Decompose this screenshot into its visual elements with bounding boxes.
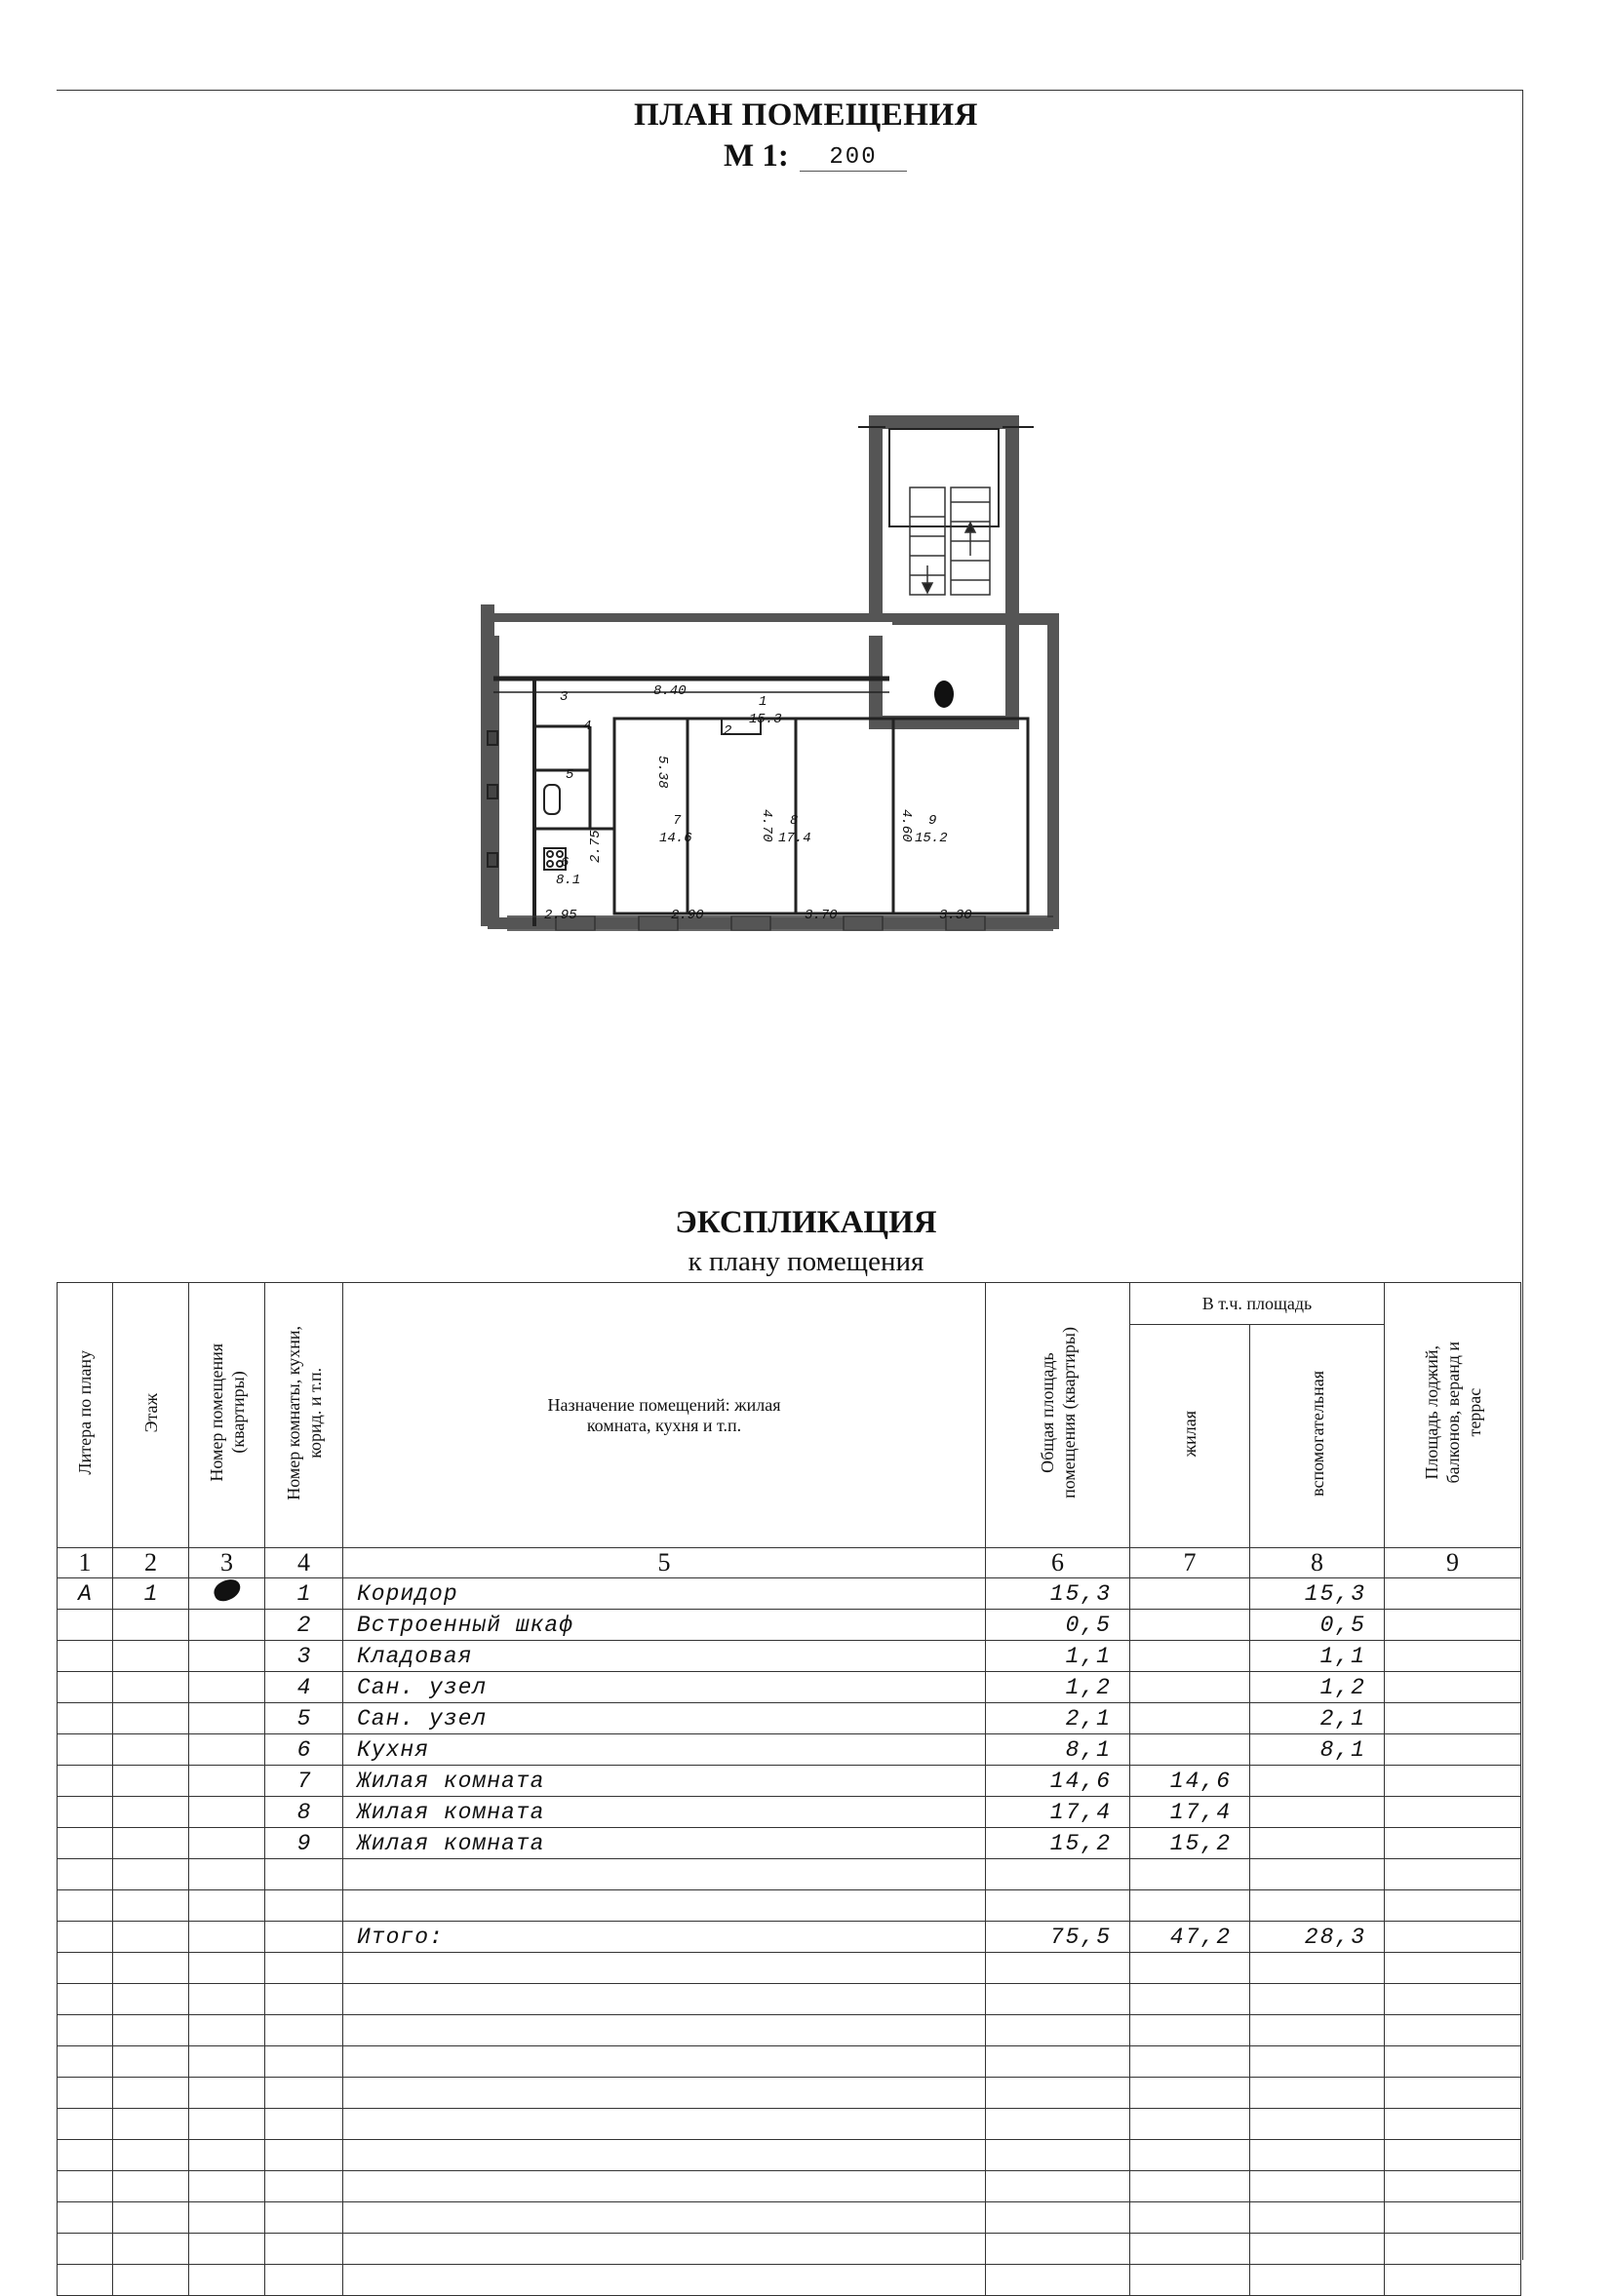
cell-loggia-area	[1385, 1672, 1521, 1703]
cell-litera	[58, 2140, 113, 2171]
cell-premise	[189, 1984, 265, 2015]
cell-litera	[58, 2265, 113, 2296]
header-room-no: Номер комнаты, кухни, корид. и т.п.	[265, 1283, 343, 1548]
cell-purpose	[343, 1984, 986, 2015]
cell-premise	[189, 1578, 265, 1610]
explication-subtitle: к плану помещения	[688, 1246, 924, 1277]
cell-litera	[58, 1859, 113, 1890]
dim-room9-depth: 4.60	[898, 809, 914, 842]
cell-living-area	[1130, 2078, 1250, 2109]
cell-litera	[58, 2109, 113, 2140]
dim-room9-width: 3.30	[939, 908, 972, 923]
cell-floor	[113, 2234, 189, 2265]
col-num: 8	[1250, 1548, 1385, 1578]
cell-total-area	[986, 1859, 1130, 1890]
dim-corridor-length: 8.40	[653, 683, 687, 699]
cell-purpose: Кладовая	[343, 1641, 986, 1672]
table-row	[58, 2140, 1521, 2171]
cell-floor	[113, 2171, 189, 2202]
cell-living-area: 47,2	[1130, 1922, 1250, 1953]
table-row	[58, 1672, 1521, 1703]
col-num: 1	[58, 1548, 113, 1578]
cell-premise	[189, 1797, 265, 1828]
cell-aux-area	[1250, 2171, 1385, 2202]
header-premise-no: Номер помещения (квартиры)	[189, 1283, 265, 1548]
cell-premise	[189, 2046, 265, 2078]
cell-litera: А	[58, 1578, 113, 1610]
scale-label: М 1:	[724, 138, 789, 174]
cell-premise	[189, 1828, 265, 1859]
cell-living-area	[1130, 1984, 1250, 2015]
header-incl-area: В т.ч. площадь	[1130, 1283, 1385, 1325]
header-loggia: Площадь лоджий, балконов, веранд и террас	[1385, 1283, 1521, 1548]
header-litera: Литера по плану	[58, 1283, 113, 1548]
cell-living-area	[1130, 1953, 1250, 1984]
cell-aux-area	[1250, 1828, 1385, 1859]
cell-floor	[113, 1641, 189, 1672]
cell-purpose: Жилая комната	[343, 1766, 986, 1797]
table-row	[58, 2234, 1521, 2265]
cell-room-no	[265, 1953, 343, 1984]
cell-premise	[189, 1672, 265, 1703]
cell-premise	[189, 1922, 265, 1953]
cell-purpose	[343, 2078, 986, 2109]
cell-litera	[58, 1890, 113, 1922]
cell-purpose: Сан. узел	[343, 1672, 986, 1703]
dim-kitchen-depth: 2.75	[588, 830, 604, 863]
room-5-label: 5	[566, 767, 574, 783]
cell-purpose	[343, 2234, 986, 2265]
cell-floor	[113, 2078, 189, 2109]
cell-litera	[58, 2078, 113, 2109]
cell-aux-area	[1250, 2109, 1385, 2140]
cell-total-area	[986, 2109, 1130, 2140]
cell-aux-area	[1250, 2015, 1385, 2046]
cell-room-no: 3	[265, 1641, 343, 1672]
cell-aux-area: 28,3	[1250, 1922, 1385, 1953]
cell-litera	[58, 1828, 113, 1859]
explication-table	[57, 1282, 1521, 2296]
cell-litera	[58, 1984, 113, 2015]
cell-aux-area: 8,1	[1250, 1734, 1385, 1766]
cell-loggia-area	[1385, 1859, 1521, 1890]
header-purpose: Назначение помещений: жилая комната, кухня и т.п.	[343, 1283, 986, 1548]
scale-value: 200	[800, 144, 907, 172]
table-row	[58, 1984, 1521, 2015]
header-row	[58, 1283, 1521, 1325]
cell-total-area: 1,1	[986, 1641, 1130, 1672]
cell-premise	[189, 1953, 265, 1984]
cell-floor	[113, 1828, 189, 1859]
col-num: 3	[189, 1548, 265, 1578]
cell-purpose: Жилая комната	[343, 1797, 986, 1828]
cell-aux-area	[1250, 2046, 1385, 2078]
cell-loggia-area	[1385, 1610, 1521, 1641]
cell-total-area	[986, 2265, 1130, 2296]
col-num: 9	[1385, 1548, 1521, 1578]
cell-room-no	[265, 1922, 343, 1953]
cell-living-area: 14,6	[1130, 1766, 1250, 1797]
table-row	[58, 2046, 1521, 2078]
cell-floor	[113, 2265, 189, 2296]
cell-purpose: Кухня	[343, 1734, 986, 1766]
cell-floor	[113, 1859, 189, 1890]
cell-loggia-area	[1385, 1890, 1521, 1922]
cell-litera	[58, 2234, 113, 2265]
cell-room-no	[265, 1984, 343, 2015]
cell-living-area	[1130, 2046, 1250, 2078]
cell-room-no	[265, 2078, 343, 2109]
room-2-label: 2	[724, 723, 732, 739]
cell-premise	[189, 1766, 265, 1797]
cell-floor	[113, 1610, 189, 1641]
cell-aux-area: 2,1	[1250, 1703, 1385, 1734]
cell-purpose	[343, 2202, 986, 2234]
table-row	[58, 1766, 1521, 1797]
cell-floor	[113, 2140, 189, 2171]
cell-purpose	[343, 2046, 986, 2078]
cell-room-no	[265, 2015, 343, 2046]
room-6-area: 8.1	[556, 873, 581, 888]
cell-loggia-area	[1385, 2202, 1521, 2234]
cell-total-area: 8,1	[986, 1734, 1130, 1766]
cell-living-area	[1130, 2015, 1250, 2046]
cell-total-area: 2,1	[986, 1703, 1130, 1734]
cell-floor	[113, 1922, 189, 1953]
room-7-area: 14.6	[659, 831, 692, 846]
cell-total-area	[986, 1890, 1130, 1922]
cell-loggia-area	[1385, 2140, 1521, 2171]
room-8-area: 17.4	[778, 831, 811, 846]
cell-premise	[189, 1641, 265, 1672]
cell-aux-area	[1250, 1797, 1385, 1828]
table-row	[58, 2202, 1521, 2234]
cell-living-area	[1130, 1859, 1250, 1890]
cell-room-no: 8	[265, 1797, 343, 1828]
cell-premise	[189, 1734, 265, 1766]
cell-room-no	[265, 1890, 343, 1922]
cell-premise	[189, 1610, 265, 1641]
plan-title: ПЛАН ПОМЕЩЕНИЯ	[634, 97, 978, 133]
cell-aux-area	[1250, 1984, 1385, 2015]
cell-litera	[58, 1641, 113, 1672]
cell-total-area: 75,5	[986, 1922, 1130, 1953]
header-floor: Этаж	[113, 1283, 189, 1548]
header-total-area: Общая площадь помещения (квартиры)	[986, 1283, 1130, 1548]
cell-aux-area	[1250, 2265, 1385, 2296]
cell-premise	[189, 2015, 265, 2046]
room-8-number: 8	[790, 813, 799, 829]
cell-room-no	[265, 1859, 343, 1890]
cell-total-area	[986, 1984, 1130, 2015]
dim-room7-width: 2.90	[671, 908, 704, 923]
dim-room8-width: 3.70	[805, 908, 838, 923]
cell-purpose	[343, 1953, 986, 1984]
table-row	[58, 1953, 1521, 1984]
cell-loggia-area	[1385, 2078, 1521, 2109]
cell-premise	[189, 2140, 265, 2171]
cell-loggia-area	[1385, 1984, 1521, 2015]
table-row	[58, 1703, 1521, 1734]
cell-litera	[58, 2202, 113, 2234]
cell-floor	[113, 1984, 189, 2015]
cell-room-no: 7	[265, 1766, 343, 1797]
ink-blot-icon	[211, 1576, 243, 1604]
table-row	[58, 2265, 1521, 2296]
cell-aux-area	[1250, 1953, 1385, 1984]
cell-aux-area: 0,5	[1250, 1610, 1385, 1641]
cell-premise	[189, 2078, 265, 2109]
cell-living-area	[1130, 2234, 1250, 2265]
cell-loggia-area	[1385, 2046, 1521, 2078]
table-row	[58, 1578, 1521, 1610]
cell-litera	[58, 1766, 113, 1797]
room-9-number: 9	[928, 813, 937, 829]
cell-total-area: 15,2	[986, 1828, 1130, 1859]
cell-room-no: 2	[265, 1610, 343, 1641]
room-6-number: 6	[561, 855, 570, 871]
cell-living-area	[1130, 1641, 1250, 1672]
cell-purpose: Коридор	[343, 1578, 986, 1610]
cell-litera	[58, 1922, 113, 1953]
cell-litera	[58, 1610, 113, 1641]
column-number-row	[58, 1548, 1521, 1578]
cell-room-no: 6	[265, 1734, 343, 1766]
cell-room-no	[265, 2140, 343, 2171]
col-num: 4	[265, 1548, 343, 1578]
cell-living-area	[1130, 1672, 1250, 1703]
explication-body	[58, 1578, 1521, 2296]
cell-floor	[113, 1703, 189, 1734]
cell-living-area: 15,2	[1130, 1828, 1250, 1859]
cell-floor	[113, 1766, 189, 1797]
cell-total-area	[986, 2078, 1130, 2109]
cell-room-no	[265, 2234, 343, 2265]
room-3-label: 3	[560, 689, 569, 705]
cell-loggia-area	[1385, 1828, 1521, 1859]
cell-total-area	[986, 2140, 1130, 2171]
cell-room-no	[265, 2171, 343, 2202]
cell-floor	[113, 2046, 189, 2078]
header-auxiliary: вспомогательная	[1250, 1325, 1385, 1548]
cell-room-no	[265, 2109, 343, 2140]
cell-floor	[113, 1890, 189, 1922]
cell-litera	[58, 1734, 113, 1766]
cell-aux-area	[1250, 2202, 1385, 2234]
cell-premise	[189, 2265, 265, 2296]
table-row	[58, 1797, 1521, 1828]
cell-loggia-area	[1385, 1703, 1521, 1734]
cell-living-area	[1130, 1578, 1250, 1610]
cell-total-area	[986, 1953, 1130, 1984]
dim-room7-depth: 5.38	[654, 756, 670, 789]
cell-loggia-area	[1385, 1734, 1521, 1766]
cell-premise	[189, 1703, 265, 1734]
cell-floor: 1	[113, 1578, 189, 1610]
room-1-area: 15.3	[749, 712, 782, 727]
cell-litera	[58, 1703, 113, 1734]
cell-loggia-area	[1385, 1641, 1521, 1672]
cell-living-area	[1130, 2171, 1250, 2202]
table-row	[58, 1890, 1521, 1922]
cell-living-area	[1130, 2109, 1250, 2140]
cell-loggia-area	[1385, 2109, 1521, 2140]
cell-loggia-area	[1385, 1766, 1521, 1797]
cell-premise	[189, 2171, 265, 2202]
table-row	[58, 1734, 1521, 1766]
cell-loggia-area	[1385, 1797, 1521, 1828]
cell-loggia-area	[1385, 2265, 1521, 2296]
cell-premise	[189, 2109, 265, 2140]
col-num: 2	[113, 1548, 189, 1578]
cell-aux-area: 15,3	[1250, 1578, 1385, 1610]
cell-premise	[189, 2202, 265, 2234]
cell-litera	[58, 2171, 113, 2202]
cell-purpose	[343, 2171, 986, 2202]
room-1-number: 1	[759, 694, 767, 710]
floor-plan	[468, 400, 1073, 965]
cell-loggia-area	[1385, 1578, 1521, 1610]
table-row	[58, 1610, 1521, 1641]
cell-purpose	[343, 2140, 986, 2171]
header-living: жилая	[1130, 1325, 1250, 1548]
cell-premise	[189, 1859, 265, 1890]
cell-total-area: 14,6	[986, 1766, 1130, 1797]
table-row	[58, 2109, 1521, 2140]
cell-total-area	[986, 2046, 1130, 2078]
cell-floor	[113, 2015, 189, 2046]
cell-living-area	[1130, 1890, 1250, 1922]
explication-title: ЭКСПЛИКАЦИЯ	[675, 1205, 937, 1240]
cell-litera	[58, 2015, 113, 2046]
cell-room-no: 5	[265, 1703, 343, 1734]
col-num: 7	[1130, 1548, 1250, 1578]
cell-floor	[113, 2109, 189, 2140]
cell-living-area	[1130, 2265, 1250, 2296]
cell-total-area	[986, 2171, 1130, 2202]
table-row	[58, 2015, 1521, 2046]
room-9-area: 15.2	[915, 831, 948, 846]
cell-loggia-area	[1385, 1922, 1521, 1953]
cell-room-no: 1	[265, 1578, 343, 1610]
cell-total-area	[986, 2234, 1130, 2265]
cell-total-area	[986, 2202, 1130, 2234]
cell-premise	[189, 1890, 265, 1922]
cell-living-area	[1130, 2202, 1250, 2234]
cell-aux-area	[1250, 2234, 1385, 2265]
cell-living-area: 17,4	[1130, 1797, 1250, 1828]
cell-aux-area	[1250, 1859, 1385, 1890]
room-7-number: 7	[673, 813, 682, 829]
cell-purpose: Итого:	[343, 1922, 986, 1953]
cell-floor	[113, 1672, 189, 1703]
cell-floor	[113, 1953, 189, 1984]
room-4-label: 4	[583, 719, 592, 734]
cell-total-area: 1,2	[986, 1672, 1130, 1703]
cell-litera	[58, 2046, 113, 2078]
cell-loggia-area	[1385, 2015, 1521, 2046]
cell-loggia-area	[1385, 1953, 1521, 1984]
cell-purpose	[343, 1890, 986, 1922]
cell-purpose: Сан. узел	[343, 1703, 986, 1734]
cell-purpose	[343, 2265, 986, 2296]
cell-aux-area: 1,1	[1250, 1641, 1385, 1672]
cell-room-no: 9	[265, 1828, 343, 1859]
cell-loggia-area	[1385, 2234, 1521, 2265]
cell-purpose	[343, 2109, 986, 2140]
dim-room8-depth: 4.70	[759, 809, 774, 842]
cell-floor	[113, 2202, 189, 2234]
cell-aux-area	[1250, 1890, 1385, 1922]
cell-aux-area	[1250, 2078, 1385, 2109]
table-row	[58, 1859, 1521, 1890]
cell-litera	[58, 1672, 113, 1703]
cell-living-area	[1130, 1734, 1250, 1766]
dim-kitchen-width: 2.95	[544, 908, 577, 923]
table-row	[58, 2078, 1521, 2109]
cell-aux-area	[1250, 1766, 1385, 1797]
cell-room-no	[265, 2265, 343, 2296]
cell-total-area	[986, 2015, 1130, 2046]
table-row	[58, 1922, 1521, 1953]
cell-total-area: 17,4	[986, 1797, 1130, 1828]
cell-living-area	[1130, 1703, 1250, 1734]
table-row	[58, 2171, 1521, 2202]
cell-premise	[189, 2234, 265, 2265]
cell-total-area: 15,3	[986, 1578, 1130, 1610]
cell-loggia-area	[1385, 2171, 1521, 2202]
cell-living-area	[1130, 1610, 1250, 1641]
cell-purpose	[343, 2015, 986, 2046]
cell-room-no: 4	[265, 1672, 343, 1703]
cell-total-area: 0,5	[986, 1610, 1130, 1641]
cell-purpose: Встроенный шкаф	[343, 1610, 986, 1641]
cell-purpose	[343, 1859, 986, 1890]
cell-floor	[113, 1797, 189, 1828]
col-num: 5	[343, 1548, 986, 1578]
cell-litera	[58, 1953, 113, 1984]
cell-room-no	[265, 2202, 343, 2234]
cell-litera	[58, 1797, 113, 1828]
cell-room-no	[265, 2046, 343, 2078]
table-row	[58, 1828, 1521, 1859]
table-row	[58, 1641, 1521, 1672]
col-num: 6	[986, 1548, 1130, 1578]
stamp-blot-icon	[934, 681, 954, 708]
cell-aux-area: 1,2	[1250, 1672, 1385, 1703]
cell-purpose: Жилая комната	[343, 1828, 986, 1859]
cell-aux-area	[1250, 2140, 1385, 2171]
cell-floor	[113, 1734, 189, 1766]
cell-living-area	[1130, 2140, 1250, 2171]
